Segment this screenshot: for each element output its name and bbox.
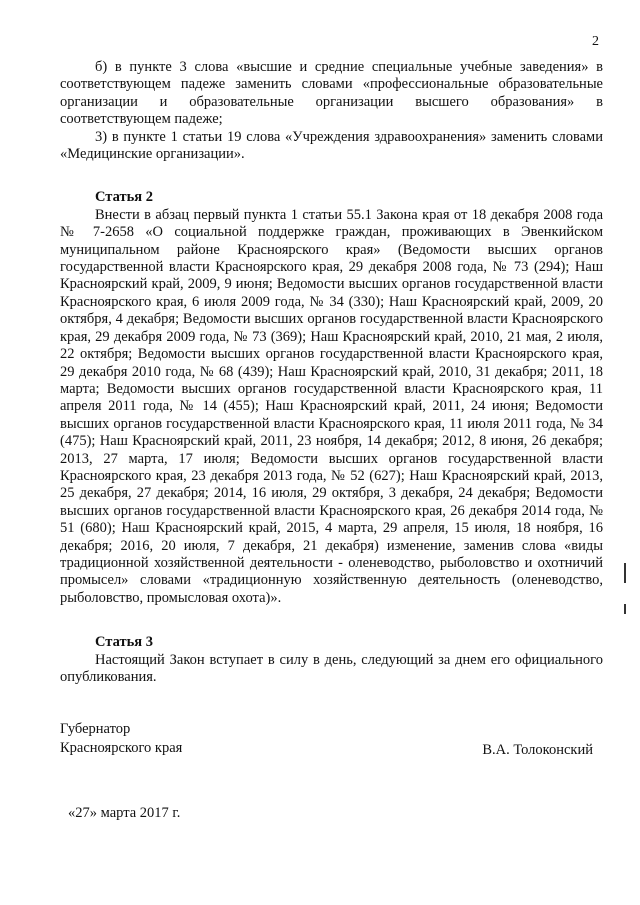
document-body	[60, 59, 603, 686]
paragraph-3: 3) в пункте 1 статьи 19 слова «Учреждения здравоохранения» заменить словами «Медицинские организации».	[60, 128, 603, 163]
signatory-name: В.А. Толоконский	[482, 742, 593, 758]
page-number: 2	[592, 34, 599, 49]
signatory-title-line-2: Красноярского края	[60, 740, 183, 756]
article-3-heading: Статья 3	[95, 634, 153, 651]
scan-margin-mark	[624, 563, 626, 583]
article-3-text: Настоящий Закон вступает в силу в день, следующий за днем его официального опубликования.	[60, 651, 603, 685]
article-2-text: Внести в абзац первый пункта 1 статьи 55.1 Закона края от 18 декабря 2008 года № 7-2658 «О социальной поддержке граждан, проживающих в Эвенкийском муниципальном районе Красноярского края» (Ведомости высших органов государственной власти Красноярского края, 29 декабря 2008 года, № 73 (294); Наш Красноярский край, 2009, 9 июня; Ведомости высших органов государственной власти Красноярского края, 6 июля 2009 года, № 34 (330); Наш Красноярский край, 2009, 20 октября, 4 декабря; Ведомости высших органов государственной власти Красноярского края, 29 декабря 2009 года, № 73 (369); Наш Красноярский край, 2010, 21 мая, 2 июля, 22 октября; Ведомости высших органов государственной власти Красноярского края, 29 декабря 2010 года, № 68 (439); Наш Красноярский край, 2010, 31 декабря; 2011, 18 марта; Ведомости высших органов государственной власти Красноярского края, 11 апреля 2011 года, № 14 (455); Наш Красноярский край, 2011, 24 июня; Ведомости высших органов государственной власти Красноярского края, 11 июля 2011 года, № 34 (475); Наш Красноярский край, 2011, 23 ноября, 14 декабря; 2012, 8 июня, 26 декабря; 2013, 27 марта, 17 июля; Ведомости высших органов государственной власти Красноярского края, 23 декабря 2013 года, № 52 (627); Наш Красноярский край, 2013, 25 декабря, 27 декабря; 2014, 16 июля, 29 октября, 3 декабря, 24 декабря; Ведомости высших органов государственной власти Красноярского края, 26 декабря 2014 года, № 51 (680); Наш Красноярский край, 2015, 4 марта, 29 апреля, 15 июля, 18 ноября, 16 декабря; 2016, 20 июля, 7 декабря, 21 декабря) изменение, заменив слова «виды традиционной хозяйственной деятельности - оленеводство, рыболовство и охотничий промысел» словами «традиционную хозяйственную деятельность (оленеводство, рыболовство, промысловая охота)».	[60, 206, 603, 606]
signature-block	[60, 721, 603, 761]
signatory-title-line-1: Губернатор	[60, 721, 131, 737]
article-2-heading: Статья 2	[95, 189, 153, 206]
document-date: «27» марта 2017 г.	[68, 805, 181, 821]
scan-margin-mark	[624, 604, 626, 614]
paragraph-b: б) в пункте 3 слова «высшие и средние специальные учебные заведения» в соответствующем падеже заменить словами «профессиональные образовательные организации и образовательные организации высшего образования» в соответствующем падеже;	[60, 59, 603, 128]
